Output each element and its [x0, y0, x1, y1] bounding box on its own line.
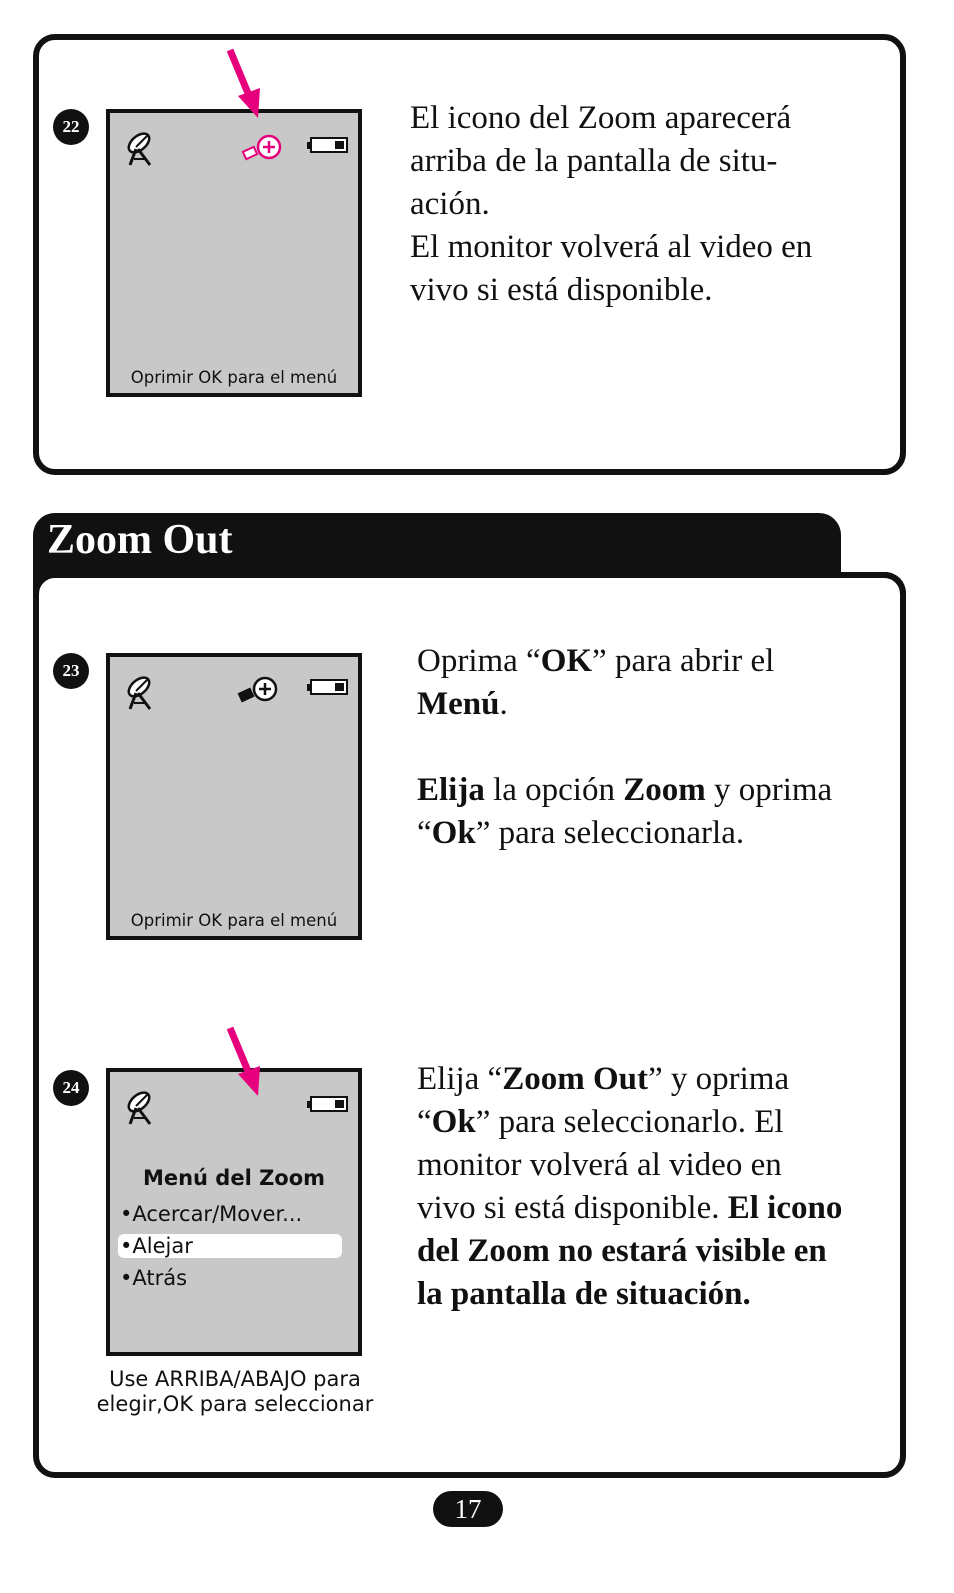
text-run-bold: Ok: [431, 815, 476, 851]
text-run: .: [499, 686, 508, 722]
text-run: ” para abrir el: [592, 643, 775, 679]
satellite-icon: [124, 671, 158, 713]
text-run: ” y oprima: [647, 1061, 790, 1097]
menu-item-zoom-in[interactable]: •Acercar/Mover...: [120, 1202, 303, 1226]
text-run: monitor volverá al video en: [417, 1147, 782, 1183]
text-run: Elija “: [417, 1061, 503, 1097]
battery-tip: [307, 142, 310, 149]
menu-item-back[interactable]: •Atrás: [120, 1266, 188, 1290]
battery-icon: [310, 679, 348, 695]
text-line: El monitor volverá al video en: [410, 229, 813, 265]
text-line: El icono del Zoom aparecerá: [410, 100, 792, 136]
text-line: vivo si está disponible.: [410, 272, 713, 308]
monitor-screen-24: [106, 1068, 362, 1356]
battery-icon: [310, 1096, 348, 1112]
caption-line: Use ARRIBA/ABAJO para: [109, 1367, 361, 1391]
text-run-bold: Zoom Out: [502, 1061, 648, 1097]
section-title: Zoom Out: [47, 517, 233, 563]
satellite-icon: [124, 1086, 158, 1128]
text-run: vivo si está disponible.: [417, 1190, 728, 1226]
text-run-bold: El icono: [727, 1190, 843, 1226]
step-number-23: 23: [53, 653, 89, 689]
battery-tip: [307, 1101, 310, 1108]
step-23-paragraph-1: [417, 640, 887, 726]
screen-caption: [70, 1367, 400, 1417]
step-number-22: 22: [53, 109, 89, 145]
text-run-bold: Elija: [417, 772, 485, 808]
step-24-text: [417, 1058, 887, 1316]
pointer-arrow-icon: [222, 1024, 266, 1098]
monitor-screen-22: [106, 109, 362, 397]
screen-hint: Oprimir OK para el menú: [130, 368, 338, 387]
text-run-bold: Zoom: [623, 772, 706, 808]
text-run: ” para seleccionarla.: [475, 815, 745, 851]
text-run: ” para seleccionarlo. El: [475, 1104, 784, 1140]
step-23-paragraph-2: [417, 769, 887, 855]
zoom-menu-title: Menú del Zoom: [142, 1166, 326, 1190]
text-run: la opción: [484, 772, 624, 808]
text-run-bold: Ok: [431, 1104, 476, 1140]
pointer-arrow-icon: [222, 46, 266, 120]
battery-icon: [310, 137, 348, 153]
text-line: ación.: [410, 186, 490, 222]
text-run-bold: OK: [540, 643, 593, 679]
satellite-icon: [124, 127, 158, 169]
text-run: “: [417, 1104, 432, 1140]
step-number-24: 24: [53, 1070, 89, 1106]
text-line: arriba de la pantalla de situ-: [410, 143, 778, 179]
page-number: 17: [433, 1491, 503, 1527]
text-run-bold: del Zoom no estará visible en: [417, 1233, 827, 1269]
text-run-bold: la pantalla de situación.: [417, 1276, 751, 1312]
step-23-text: [417, 640, 887, 855]
menu-item-zoom-out[interactable]: •Alejar: [118, 1234, 342, 1258]
caption-line: elegir,OK para seleccionar: [96, 1392, 374, 1416]
zoom-in-icon: [238, 131, 288, 163]
text-run: “: [417, 815, 432, 851]
zoom-in-icon: [234, 673, 284, 705]
text-run: y oprima: [705, 772, 833, 808]
text-run: Oprima “: [417, 643, 541, 679]
battery-tip: [307, 684, 310, 691]
monitor-screen-23: [106, 653, 362, 940]
step-22-text: [410, 97, 880, 312]
text-run-bold: Menú: [417, 686, 500, 722]
screen-hint: Oprimir OK para el menú: [130, 911, 338, 930]
